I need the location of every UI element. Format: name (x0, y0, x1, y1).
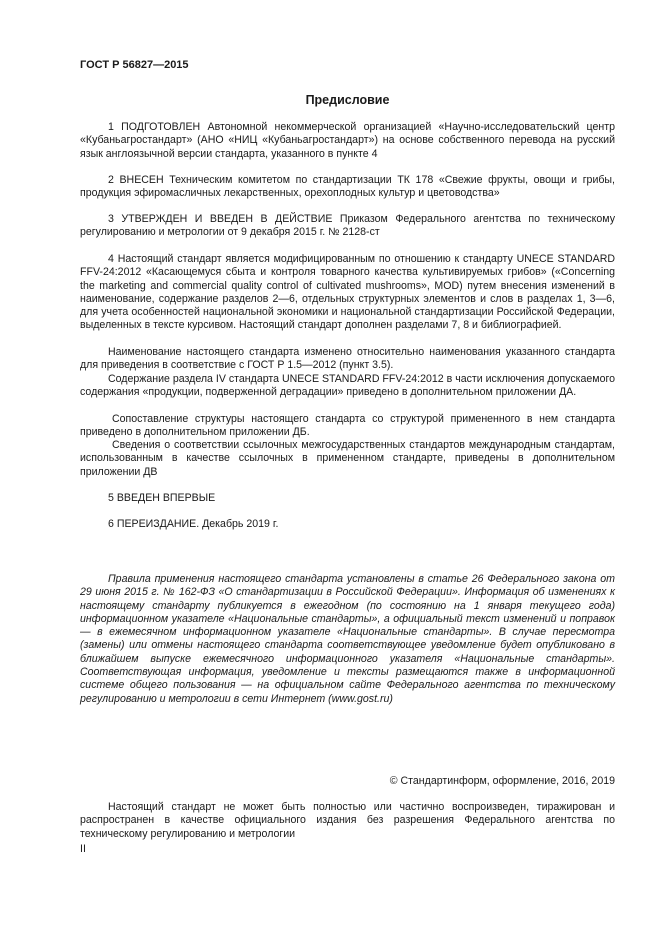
preface-item-4: 4 Настоящий стандарт является модифицированным по отношению к стандарту UNECE STANDARD FFV-24:2012 «Касающемуся сбыта и контроля товарного качества культивируемых грибов» («Concerning the marketing and commercial quality control of cultivated mushrooms», MOD) путем внесения изменений в наименование, содержание разделов 2—6, отдельных структурных элементов и слов в разделах 1, 3—6, для учета особенностей национальной экономики и национальной стандартизации Российской Федерации, выделенных в тексте курсивом. Настоящий стандарт дополнен разделами 7, 8 и библиографией. (80, 253, 615, 332)
reproduction-notice: Настоящий стандарт не может быть полностью или частично воспроизведен, тиражирован и распространен в качестве официального издания без разрешения Федерального агентства по техническому регулированию и метрологии (80, 801, 615, 840)
preface-item-4-name-change: Наименование настоящего стандарта изменено относительно наименования указанного стандарта для приведения в соответствие с ГОСТ Р 1.5—2012 (пункт 3.5). (80, 346, 615, 372)
preface-item-4-section-content: Содержание раздела IV стандарта UNECE STANDARD FFV-24:2012 в части исключения допускаемого содержания «продукции, подверженной деградации» приведено в дополнительном приложении ДА. (80, 373, 615, 399)
preface-item-5: 5 ВВЕДЕН ВПЕРВЫЕ (108, 492, 216, 504)
standard-code: ГОСТ Р 56827—2015 (80, 59, 189, 71)
preface-item-1: 1 ПОДГОТОВЛЕН Автономной некоммерческой организацией «Научно-исследовательский центр «Кубаньагростандарт» (АНО «НИЦ «Кубаньагростандарт») на основе собственного перевода на русский язык англоязычной версии стандарта, указанного в пункте 4 (80, 121, 615, 160)
preface-title: Предисловие (305, 93, 390, 107)
preface-item-2: 2 ВНЕСЕН Техническим комитетом по стандартизации ТК 178 «Свежие фрукты, овощи и грибы, продукция эфиромасличных лекарственных, орехоплодных культур и цветоводства» (80, 174, 615, 200)
preface-item-4-references: Сведения о соответствии ссылочных межгосударственных стандартов международным стандартам, использованным в качестве ссылочных в примененном стандарте, приведены в дополнительном приложении ДВ (80, 439, 615, 478)
preface-item-3: 3 УТВЕРЖДЕН И ВВЕДЕН В ДЕЙСТВИЕ Приказом Федерального агентства по техническому регулированию и метрологии от 9 декабря 2015 г. № 2128-ст (80, 213, 615, 239)
copyright-line: © Стандартинформ, оформление, 2016, 2019 (389, 775, 615, 787)
page-number: II (80, 843, 86, 855)
preface-item-4-structure: Сопоставление структуры настоящего стандарта со структурой примененного в нем стандарта приведено в дополнительном приложении ДБ. (80, 413, 615, 439)
application-rules-notice: Правила применения настоящего стандарта установлены в статье 26 Федерального закона от 29 июня 2015 г. № 162-ФЗ «О стандартизации в Российской Федерации». Информация об изменениях к настоящему стандарту публикуется в ежегодном (по состоянию на 1 января текущего года) информационном указателе «Национальные стандарты», а официальный текст изменений и поправок — в ежемесячном информационном указателе «Национальные стандарты». В случае пересмотра (замены) или отмены настоящего стандарта соответствующее уведомление будет опубликовано в ближайшем выпуске ежемесячного информационного указателя «Национальные стандарты». Соответствующая информация, уведомление и тексты размещаются также в информационной системе общего пользования — на официальном сайте Федерального агентства по техническому регулированию и метрологии в сети Интернет (www.gost.ru) (80, 573, 615, 705)
preface-item-6: 6 ПЕРЕИЗДАНИЕ. Декабрь 2019 г. (108, 518, 279, 530)
